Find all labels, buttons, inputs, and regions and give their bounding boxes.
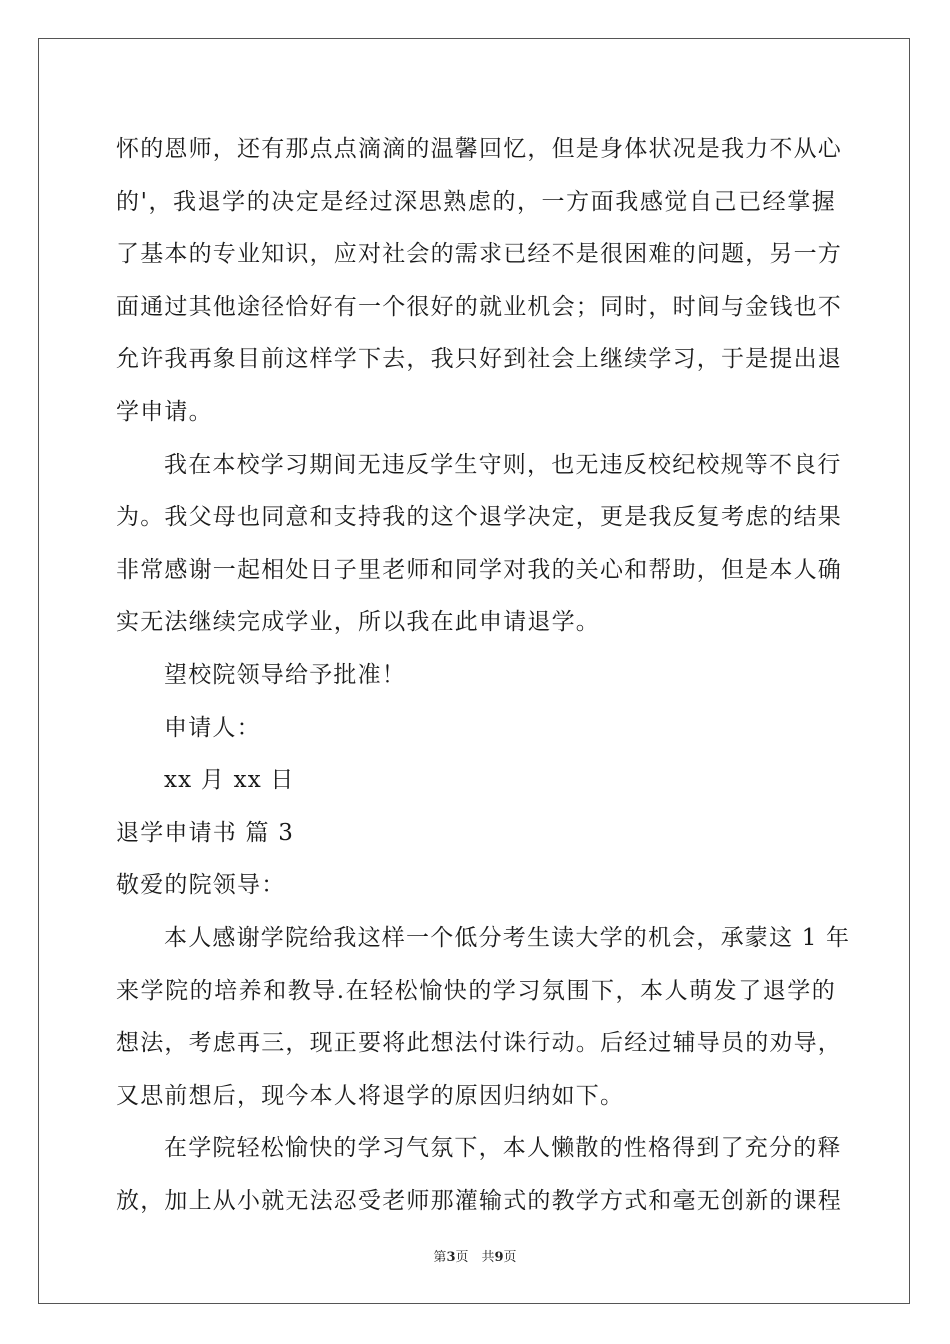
paragraph-start: 在学院轻松愉快的学习气氛下，本人懒散的性格得到了充分的释	[164, 1135, 842, 1162]
body-line: 学申请。	[116, 398, 213, 425]
body-line: 允许我再象目前这样学下去，我只好到社会上继续学习，于是提出退	[116, 346, 842, 373]
total-page-number: 9	[494, 1250, 504, 1265]
footer-suffix: 页	[503, 1250, 517, 1265]
closing-request: 望校院领导给予批准！	[164, 661, 406, 688]
body-line: 为。我父母也同意和支持我的这个退学决定，更是我反复考虑的结果	[116, 504, 842, 531]
body-line: 非常感谢一起相处日子里老师和同学对我的关心和帮助，但是本人确	[116, 556, 842, 583]
section-heading: 退学申请书 篇 3	[116, 819, 295, 846]
body-line: 来学院的培养和教导.在轻松愉快的学习氛围下，本人萌发了退学的	[116, 977, 836, 1004]
body-line: 了基本的专业知识，应对社会的需求已经不是很困难的问题，另一方	[116, 241, 842, 268]
applicant-label: 申请人：	[164, 714, 261, 741]
body-line: 实无法继续完成学业，所以我在此申请退学。	[116, 609, 600, 636]
body-line: 面通过其他途径恰好有一个很好的就业机会；同时，时间与金钱也不	[116, 293, 842, 320]
paragraph-start: 本人感谢学院给我这样一个低分考生读大学的机会，承蒙这 1 年	[164, 924, 851, 951]
body-line: 又思前想后，现今本人将退学的原因归纳如下。	[116, 1082, 625, 1109]
current-page-number: 3	[446, 1250, 456, 1265]
body-line: 想法，考虑再三，现正要将此想法付诛行动。后经过辅导员的劝导，	[116, 1030, 842, 1057]
salutation: 敬爱的院领导：	[116, 872, 286, 899]
document-body	[116, 123, 851, 1227]
paragraph-start: 我在本校学习期间无违反学生守则，也无违反校纪校规等不良行	[164, 451, 842, 478]
date-line: xx 月 xx 日	[164, 767, 295, 794]
footer-prefix: 第	[433, 1250, 447, 1265]
page-footer	[0, 1246, 950, 1265]
footer-middle: 页 共	[455, 1250, 495, 1265]
body-line: 放，加上从小就无法忍受老师那灌输式的教学方式和毫无创新的课程	[116, 1187, 842, 1214]
body-line: 的'，我退学的决定是经过深思熟虑的，一方面我感觉自己已经掌握	[116, 188, 836, 215]
body-line: 怀的恩师，还有那点点滴滴的温馨回忆，但是身体状况是我力不从心	[116, 136, 842, 162]
